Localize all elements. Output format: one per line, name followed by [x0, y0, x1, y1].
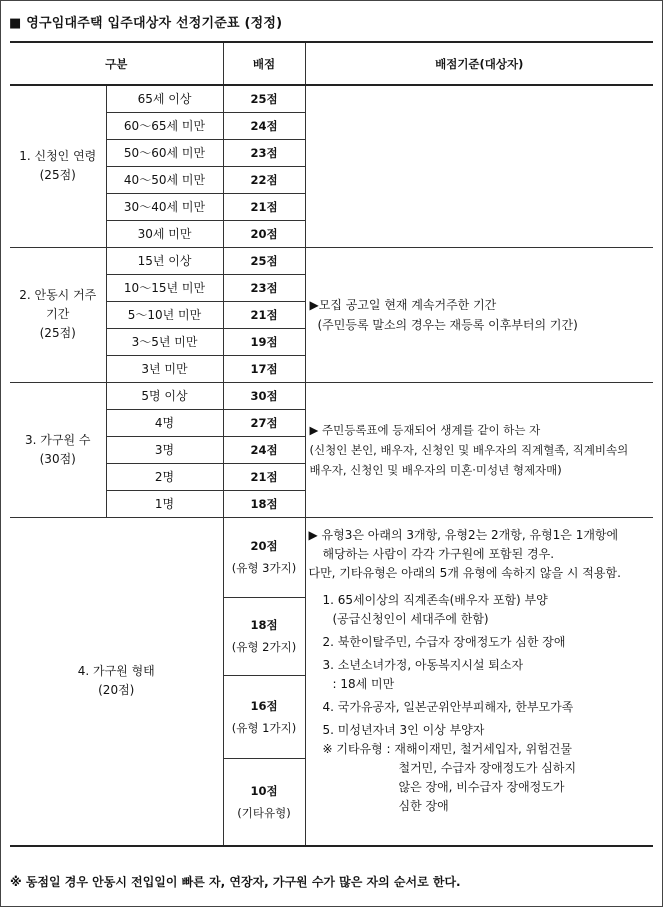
criteria-line: ▶모집 공고일 현재 계속거주한 기간: [309, 297, 497, 312]
header-category: 구분: [10, 42, 223, 85]
points-value: 25점: [223, 247, 305, 274]
footnote: ※ 동점일 경우 안동시 전입일이 빠른 자, 연장자, 가구원 수가 많은 자의 순서로 한다.: [10, 875, 461, 889]
header-points: 배점: [223, 42, 305, 85]
other-type-line: 않은 장애, 비수급자 장애정도가: [398, 779, 565, 794]
category-applicant-age: [10, 85, 106, 247]
table-row: [10, 517, 653, 597]
criteria-line: (신청인 본인, 배우자, 신청인 및 배우자의 직계혈족, 직계비속의: [309, 442, 629, 457]
category-max: (25점): [39, 168, 76, 183]
points-value: [223, 758, 305, 846]
points-value: 18점: [223, 490, 305, 517]
points-type: (유형 2가지): [231, 640, 297, 654]
criteria-empty: [305, 85, 653, 247]
points-value: 24점: [223, 112, 305, 139]
points-type: (기타유형): [237, 805, 291, 820]
points-value: 23점: [223, 139, 305, 166]
criteria-item: 4. 국가유공자, 일본군위안부피해자, 한부모가족: [322, 699, 574, 714]
category-name: 3. 가구원 수: [25, 432, 91, 447]
points-value: 21점: [223, 301, 305, 328]
criteria-item: 3. 소년소녀가정, 아동복지시설 퇴소자: [322, 657, 524, 672]
header-row: [10, 42, 653, 85]
points-value: 24점: [223, 436, 305, 463]
points-value: 22점: [223, 166, 305, 193]
criteria-household-type: [305, 517, 653, 846]
points-number: 16점: [250, 698, 278, 713]
criteria-line: 해당하는 사람이 각각 가구원에 포함된 경우.: [322, 546, 555, 561]
points-type: (유형 3가지): [231, 561, 297, 575]
range-label: 3년 미만: [106, 355, 223, 382]
category-max: (20점): [98, 683, 135, 698]
points-value: 19점: [223, 328, 305, 355]
category-household-size: [10, 382, 106, 517]
category-name: 2. 안동시 거주: [19, 288, 97, 302]
points-type: (유형 1가지): [231, 720, 297, 735]
range-label: 2명: [106, 463, 223, 490]
table-row: [10, 247, 653, 274]
criteria-item-cont: : 18세 미만: [332, 676, 395, 691]
selection-criteria-table: [10, 41, 653, 847]
category-residence-period: [10, 247, 106, 382]
points-value: 21점: [223, 193, 305, 220]
other-type-line: 심한 장애: [398, 798, 449, 813]
points-number: 20점: [250, 539, 278, 553]
range-label: 5명 이상: [106, 382, 223, 409]
range-label: 50～60세 미만: [106, 139, 223, 166]
criteria-line: (주민등록 말소의 경우는 재등록 이후부터의 기간): [317, 317, 578, 332]
table-row: [10, 382, 653, 409]
category-household-type: [10, 517, 223, 846]
range-label: 5～10년 미만: [106, 301, 223, 328]
points-value: [223, 517, 305, 597]
points-value: 20점: [223, 220, 305, 247]
points-value: 23점: [223, 274, 305, 301]
points-value: 17점: [223, 355, 305, 382]
points-value: [223, 675, 305, 758]
range-label: 30세 미만: [106, 220, 223, 247]
category-name: 4. 가구원 형태: [77, 664, 155, 679]
category-name-cont: 기간: [46, 307, 70, 321]
criteria-line: 배우자, 신청인 및 배우자의 미혼·미성년 형제자매): [309, 462, 562, 477]
range-label: 15년 이상: [106, 247, 223, 274]
category-max: (25점): [39, 326, 76, 340]
criteria-line: ▶ 주민등록표에 등재되어 생계를 같이 하는 자: [309, 422, 541, 437]
criteria-item-cont: (공급신청인이 세대주에 한함): [332, 611, 489, 626]
range-label: 1명: [106, 490, 223, 517]
range-label: 40～50세 미만: [106, 166, 223, 193]
range-label: 3～5년 미만: [106, 328, 223, 355]
table-row: [10, 85, 653, 112]
range-label: 3명: [106, 436, 223, 463]
range-label: 4명: [106, 409, 223, 436]
points-value: 25점: [223, 85, 305, 112]
points-value: 27점: [223, 409, 305, 436]
points-value: 21점: [223, 463, 305, 490]
points-value: 30점: [223, 382, 305, 409]
category-max: (30점): [39, 451, 76, 466]
other-type-line: 철거민, 수급자 장애정도가 심하지: [398, 760, 577, 775]
criteria-item: 5. 미성년자녀 3인 이상 부양자: [322, 722, 485, 737]
range-label: 10～15년 미만: [106, 274, 223, 301]
points-value: [223, 597, 305, 675]
criteria-line: 다만, 기타유형은 아래의 5개 유형에 속하지 않을 시 적용함.: [308, 565, 621, 580]
criteria-item: 2. 북한이탈주민, 수급자 장애정도가 심한 장애: [322, 634, 566, 649]
range-label: 65세 이상: [106, 85, 223, 112]
document-title: ■ 영구임대주택 입주대상자 선정기준표 (정정): [9, 16, 283, 31]
criteria-residence: [305, 247, 653, 382]
category-name: 1. 신청인 연령: [19, 149, 97, 164]
other-type-line: ※ 기타유형 : 재해이재민, 철거세입자, 위험건물: [322, 741, 572, 756]
points-number: 10점: [250, 783, 278, 798]
header-criteria: 배점기준(대상자): [305, 42, 653, 85]
points-number: 18점: [250, 618, 278, 632]
criteria-item: 1. 65세이상의 직계존속(배우자 포함) 부양: [322, 592, 548, 607]
range-label: 30～40세 미만: [106, 193, 223, 220]
criteria-line: ▶ 유형3은 아래의 3개항, 유형2는 2개항, 유형1은 1개항에: [308, 527, 619, 542]
criteria-household: [305, 382, 653, 517]
range-label: 60～65세 미만: [106, 112, 223, 139]
